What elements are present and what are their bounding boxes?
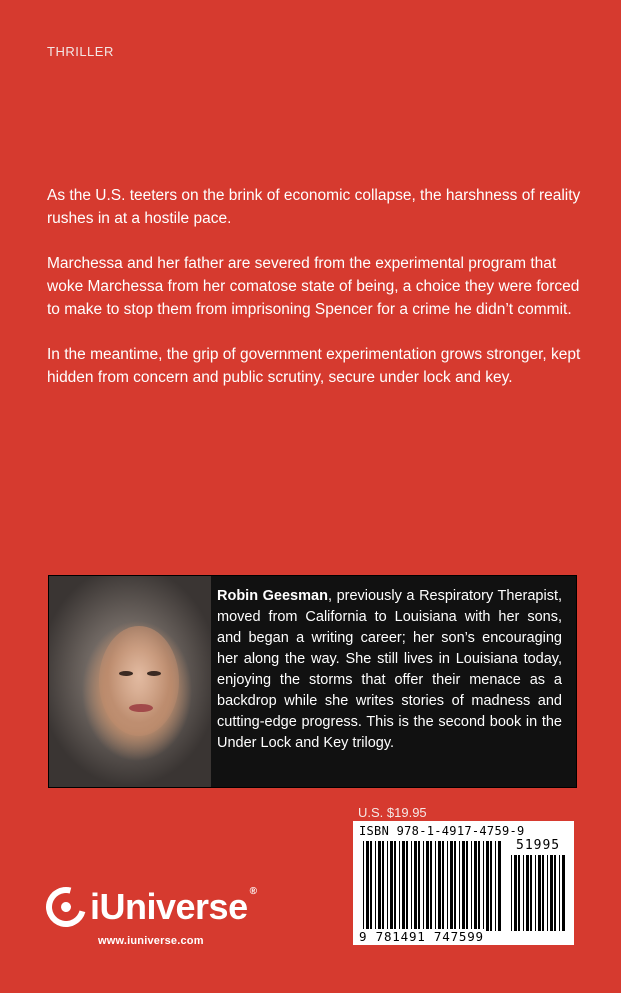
genre-label: THRILLER: [47, 44, 114, 59]
author-name: Robin Geesman: [217, 588, 328, 604]
author-bio-box: [48, 575, 577, 788]
back-cover-blurb: [47, 184, 587, 411]
blurb-paragraph-2: Marchessa and her father are severed from the experimental program that woke Marchessa from her comatose state of being, a choice they were forced to make to stop them from imprisoning Spencer for a crime he didn’t commit.: [47, 255, 580, 318]
publisher-name: iUniverse: [90, 886, 248, 927]
blurb-paragraph-3: In the meantime, the grip of government experimentation grows stronger, kept hidden from concern and public scrutiny, secure under lock and key.: [47, 346, 581, 386]
addon-barcode-bars: [511, 855, 567, 931]
iuniverse-logo-icon: [39, 880, 94, 935]
ean-number: 9 781491 747599: [359, 929, 484, 944]
author-photo: [49, 576, 211, 787]
author-bio-body: , previously a Respiratory Therapist, moved from California to Louisiana with her sons, and began a writing career; her son’s encouraging her along the way. She still lives in Louisiana today, enjoying the storms that offer their menace as a backdrop while she writes stories of madness and cutting-edge progress. This is the second book in the Under Lock and Key trilogy.: [217, 588, 562, 751]
author-bio-text: [211, 576, 576, 787]
blurb-paragraph-1: As the U.S. teeters on the brink of economic collapse, the harshness of reality rushes in at a hostile pace.: [47, 187, 581, 227]
isbn-label: ISBN 978-1-4917-4759-9: [359, 824, 525, 838]
publisher-url: www.iuniverse.com: [98, 935, 204, 947]
registered-mark: ®: [249, 886, 257, 897]
isbn-barcode: [353, 821, 574, 945]
ean-barcode-bars: [363, 841, 503, 931]
price-label: U.S. $19.95: [358, 805, 427, 820]
barcode-addon-number: 51995: [516, 838, 561, 853]
publisher-logo: [46, 886, 256, 928]
